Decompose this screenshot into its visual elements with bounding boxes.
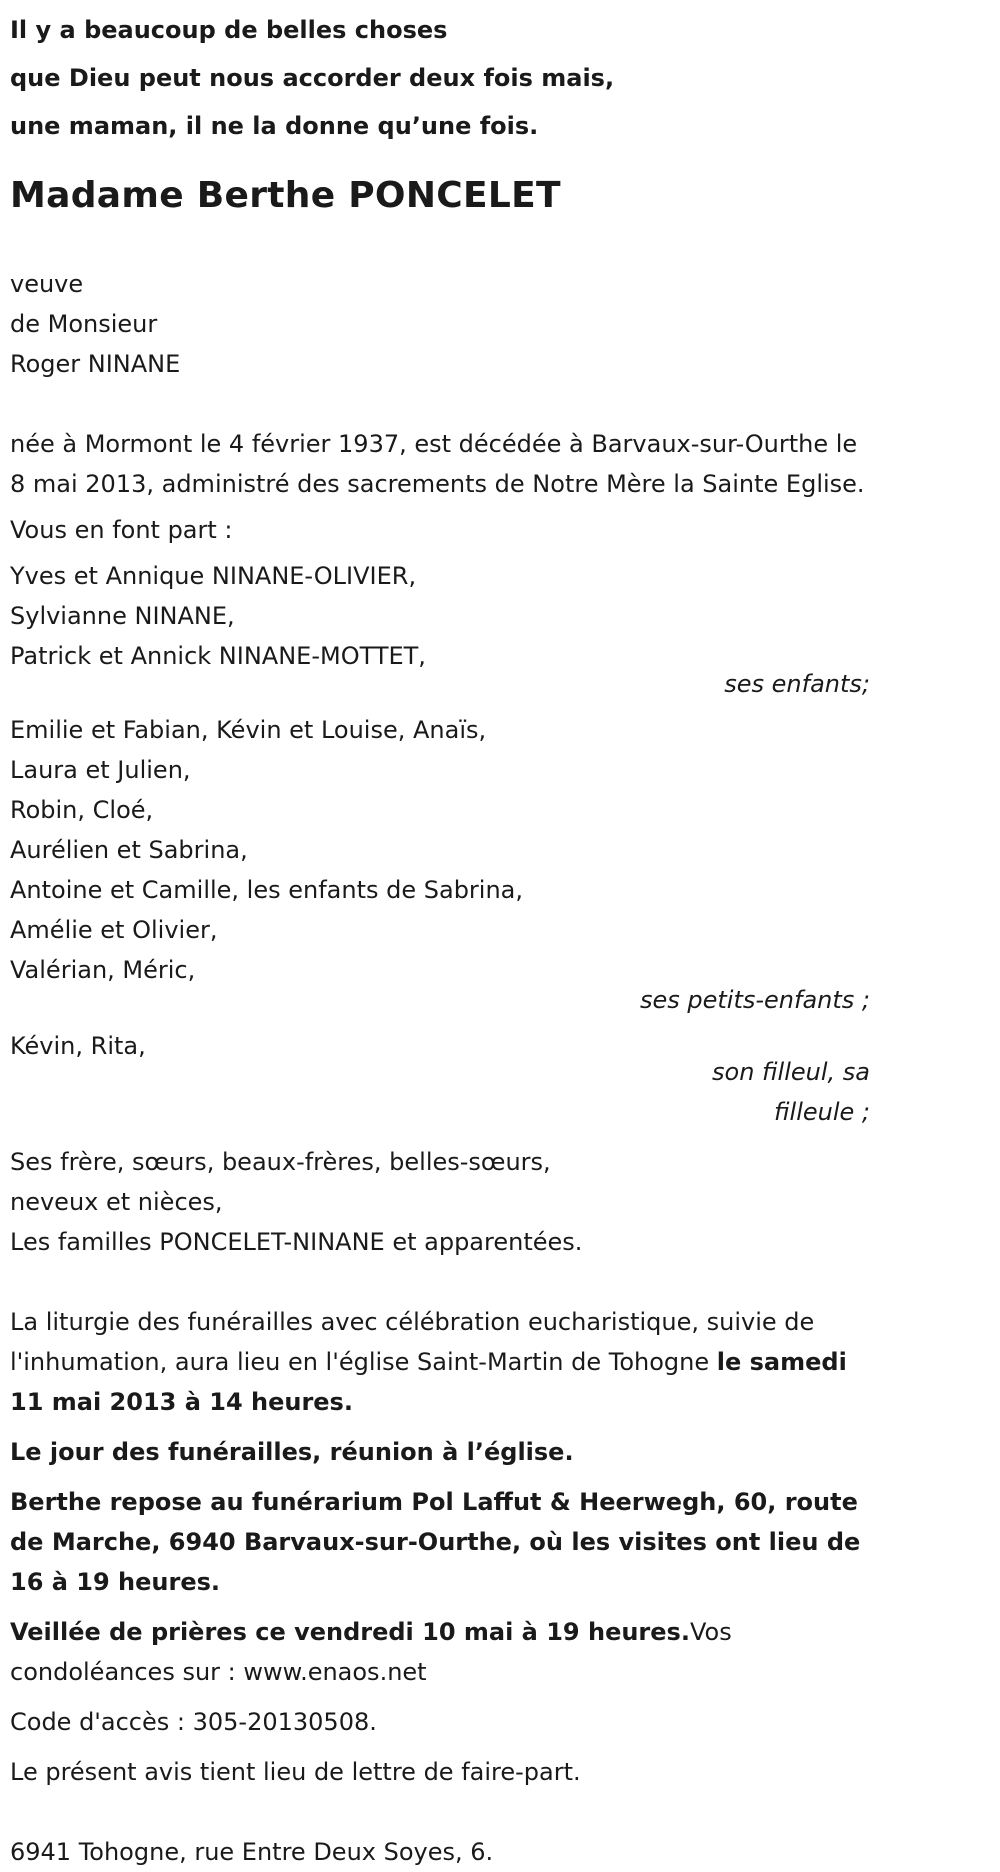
funeral-info bbox=[10, 1302, 870, 1422]
family-line: Ses frère, sœurs, beaux-frères, belles-sœurs, bbox=[10, 1148, 551, 1176]
grandchild-name: Aurélien et Sabrina, bbox=[10, 836, 248, 864]
condolences-text: Vos condoléances sur : www.enaos.net bbox=[10, 1618, 732, 1686]
funeral-date: le samedi 11 mai 2013 à 14 heures. bbox=[10, 1348, 847, 1416]
address-text: 6941 Tohogne, rue Entre Deux Soyes, 6. bbox=[10, 1838, 494, 1866]
spouse-info bbox=[10, 264, 870, 384]
family-list bbox=[10, 1142, 870, 1262]
quote-line-1: Il y a beaucoup de belles choses bbox=[10, 16, 448, 44]
funeral-text: La liturgie des funérailles avec célébration eucharistique, suivie de l'inhumation, aura lieu en l'église Saint-Martin de Tohogne bbox=[10, 1308, 815, 1376]
spouse-line-2: de Monsieur bbox=[10, 310, 158, 338]
grandchild-name: Emilie et Fabian, Kévin et Louise, Anaïs, bbox=[10, 716, 487, 744]
grandchild-name: Valérian, Méric, bbox=[10, 956, 196, 984]
child-name: Patrick et Annick NINANE-MOTTET, bbox=[10, 642, 426, 670]
grandchild-name: Laura et Julien, bbox=[10, 756, 191, 784]
announce-text: Vous en font part : bbox=[10, 516, 233, 544]
access-code: Code d'accès : 305-20130508. bbox=[10, 1708, 377, 1736]
godchildren-role-line-2: filleule ; bbox=[774, 1098, 870, 1126]
vigil-text: Veillée de prières ce vendredi 10 mai à 19 heures. bbox=[10, 1618, 690, 1646]
grandchild-name: Antoine et Camille, les enfants de Sabrina, bbox=[10, 876, 524, 904]
repose-text: Berthe repose au funérarium Pol Laffut & Heerwegh, 60, route de Marche, 6940 Barvaux-sur-Ourthe, où les visites ont lieu de 16 à 19 heures. bbox=[10, 1488, 861, 1596]
children-role: ses enfants; bbox=[724, 670, 870, 698]
spouse-line-3: Roger NINANE bbox=[10, 350, 181, 378]
grandchildren-list bbox=[10, 710, 870, 990]
family-line: neveux et nièces, bbox=[10, 1188, 223, 1216]
quote-line-3: une maman, il ne la donne qu’une fois. bbox=[10, 112, 539, 140]
birth-death-text: née à Mormont le 4 février 1937, est décédée à Barvaux-sur-Ourthe le 8 mai 2013, administré des sacrements de Notre Mère la Sainte Eglise. bbox=[10, 430, 865, 498]
children-list bbox=[10, 556, 870, 676]
notice-text: Le présent avis tient lieu de lettre de faire-part. bbox=[10, 1758, 581, 1786]
deceased-name: Madame Berthe PONCELET bbox=[10, 175, 561, 216]
family-line: Les familles PONCELET-NINANE et apparentées. bbox=[10, 1228, 583, 1256]
meeting-text: Le jour des funérailles, réunion à l’église. bbox=[10, 1438, 574, 1466]
quote-line-2: que Dieu peut nous accorder deux fois mais, bbox=[10, 64, 615, 92]
child-name: Yves et Annique NINANE-OLIVIER, bbox=[10, 562, 417, 590]
child-name: Sylvianne NINANE, bbox=[10, 602, 235, 630]
opening-quote bbox=[10, 6, 870, 150]
grandchild-name: Amélie et Olivier, bbox=[10, 916, 218, 944]
vigil-info bbox=[10, 1612, 870, 1692]
spouse-line-1: veuve bbox=[10, 270, 84, 298]
godchildren-names: Kévin, Rita, bbox=[10, 1032, 146, 1060]
grandchild-name: Robin, Cloé, bbox=[10, 796, 154, 824]
grandchildren-role: ses petits-enfants ; bbox=[639, 986, 870, 1014]
godchildren-role-line-1: son filleul, sa bbox=[712, 1058, 870, 1086]
